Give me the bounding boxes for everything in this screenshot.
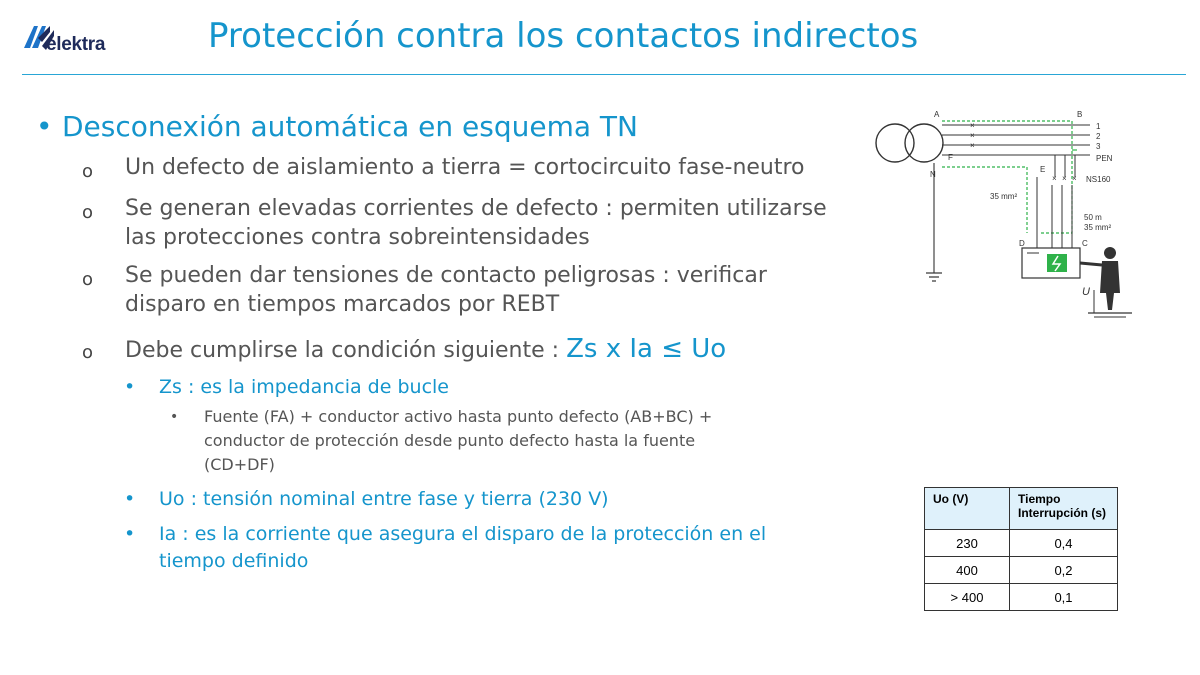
- header-text: Interrupción (s): [1018, 506, 1107, 520]
- table-cell: 0,1: [1010, 584, 1118, 611]
- svg-text:×: ×: [1062, 174, 1067, 183]
- detail-line: Fuente (FA) + conductor activo hasta punto defecto (AB+BC) +: [204, 407, 713, 426]
- condition-text: Debe cumplirse la condición siguiente :: [125, 338, 567, 363]
- bullet-mark: •: [124, 376, 136, 398]
- transformer-coil-icon: [905, 124, 943, 162]
- person-icon: [1104, 247, 1116, 259]
- bullet-mark: •: [124, 523, 136, 545]
- table-cell: 0,4: [1010, 530, 1118, 557]
- column-header: [1010, 488, 1118, 530]
- bullet-mark: o: [82, 269, 94, 290]
- tn-fault-diagram: [872, 105, 1147, 320]
- table-row: [925, 530, 1118, 557]
- condition-formula: Zs x Ia ≤ Uo: [566, 334, 727, 364]
- label-f: F: [948, 153, 953, 162]
- sub-item-text: Uo : tensión nominal entre fase y tierra (230 V): [159, 488, 609, 510]
- bullet-mark: •: [36, 110, 53, 143]
- svg-text:×: ×: [970, 121, 975, 130]
- label-pen: PEN: [1096, 154, 1113, 163]
- bullet-mark: o: [82, 202, 94, 223]
- bullet-mark: o: [82, 342, 94, 363]
- sub-item-text: Zs : es la impedancia de bucle: [159, 376, 449, 398]
- table-row: [925, 584, 1118, 611]
- detail-line: (CD+DF): [204, 455, 275, 474]
- bullet-mark: •: [124, 488, 136, 510]
- list-item-text: Se generan elevadas corrientes de defecto : permiten utilizarse: [125, 196, 827, 221]
- list-item-text-cont: las protecciones contra sobreintensidades: [125, 225, 590, 250]
- label-section-2: 35 mm²: [1084, 223, 1112, 232]
- label-length: 50 m: [1084, 213, 1102, 222]
- label-a: A: [934, 110, 940, 119]
- label-phase-3: 3: [1096, 142, 1101, 151]
- list-item-text: [125, 334, 726, 366]
- table-cell: > 400: [925, 584, 1010, 611]
- svg-text:×: ×: [1052, 174, 1057, 183]
- main-bullet-text: Desconexión automática en esquema TN: [62, 110, 638, 143]
- disconnection-time-table: [924, 487, 1118, 611]
- label-phase-1: 1: [1096, 122, 1101, 131]
- bullet-mark: •: [170, 409, 179, 425]
- label-e: E: [1040, 165, 1046, 174]
- table-row: [925, 557, 1118, 584]
- header-text: Uo (V): [933, 492, 969, 506]
- table-cell: 0,2: [1010, 557, 1118, 584]
- label-touch-voltage: U: [1082, 286, 1090, 298]
- title-divider: [22, 74, 1186, 75]
- svg-text:×: ×: [970, 141, 975, 150]
- list-item-text-cont: disparo en tiempos marcados por REBT: [125, 292, 560, 317]
- table-cell: 230: [925, 530, 1010, 557]
- detail-line: conductor de protección desde punto defecto hasta la fuente: [204, 431, 696, 450]
- label-phase-2: 2: [1096, 132, 1101, 141]
- svg-text:×: ×: [1072, 174, 1077, 183]
- sub-item-text: Ia : es la corriente que asegura el disparo de la protección en el: [159, 523, 767, 545]
- column-header: [925, 488, 1010, 530]
- transformer-coil-icon: [876, 124, 914, 162]
- header-text: Tiempo: [1018, 492, 1061, 506]
- label-c: C: [1082, 239, 1088, 248]
- slide-title: Protección contra los contactos indirectos: [208, 16, 919, 56]
- label-n: N: [930, 170, 936, 179]
- bullet-mark: o: [82, 161, 94, 182]
- label-section-1: 35 mm²: [990, 192, 1018, 201]
- table-cell: 400: [925, 557, 1010, 584]
- table-header-row: [925, 488, 1118, 530]
- sub-item-text-cont: tiempo definido: [159, 550, 309, 572]
- svg-text:×: ×: [970, 131, 975, 140]
- list-item-text: Se pueden dar tensiones de contacto peligrosas : verificar: [125, 263, 767, 288]
- logo-text: elektra: [46, 34, 106, 55]
- label-d: D: [1019, 239, 1025, 248]
- label-b: B: [1077, 110, 1083, 119]
- label-breaker: NS160: [1086, 175, 1111, 184]
- list-item-text: Un defecto de aislamiento a tierra = cortocircuito fase-neutro: [125, 155, 805, 180]
